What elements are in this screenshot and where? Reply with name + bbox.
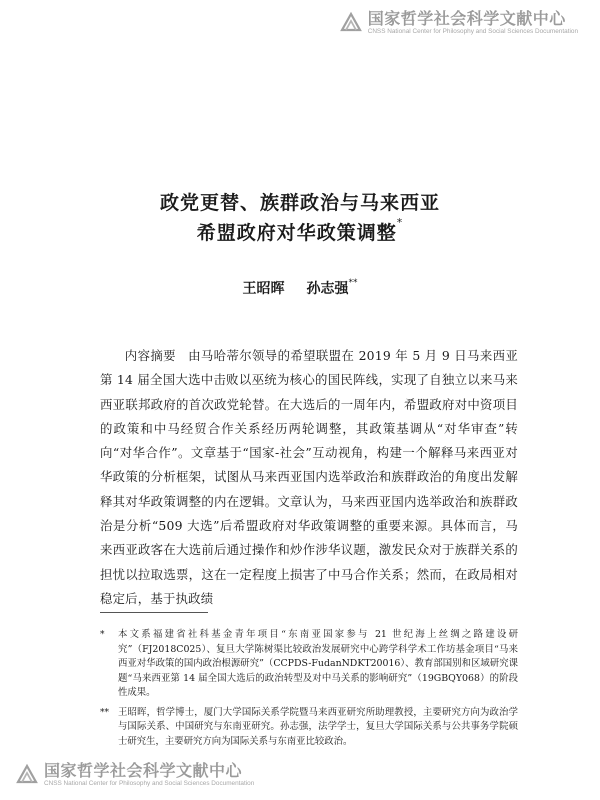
watermark-name-en: CNSS National Center for Philosophy and Social Sciences Documentation xyxy=(44,780,255,787)
title-footnote-mark: * xyxy=(396,216,404,229)
footnote-text: 王昭晖，哲学博士，厦门大学国际关系学院暨马来西亚研究所助理教授，主要研究方向为政治学与国际关系、中国研究与东南亚研究。孙志强，法学学士，复旦大学国际关系与公共事务学院硕士研究生，主要研究方向为国际关系与东南亚比较政治。 xyxy=(118,706,518,747)
author-name: 孙志强 xyxy=(306,281,349,297)
footnote-mark: ** xyxy=(100,707,109,718)
watermark-bottom xyxy=(14,762,254,788)
watermark-name-cn: 国家哲学社会科学文献中心 xyxy=(44,761,243,780)
watermark-top xyxy=(338,10,578,36)
author-name: 王昭晖 xyxy=(242,281,285,297)
footnote-text: 本文系福建省社科基金青年项目“东南亚国家参与 21 世纪海上丝绸之路建设研究”（FJ2018C025）、复旦大学陈树渠比较政治发展研究中心跨学科学术工作坊基金项目“马来西亚对华政策的国内政治根源研究”（CCPDS-FudanNDKT20016）、教育部国别和区域研究课题“马来西亚第 14 届全国大选后的政治转型及对中马关系的影响研究”（19GBQY068）的阶段性成果。 xyxy=(118,629,518,698)
abstract-label: 内容摘要 xyxy=(124,348,176,363)
paper-title-line2: 希盟政府对华政策调整* xyxy=(196,216,404,244)
paper-title-line1: 政党更替、族群政治与马来西亚 xyxy=(159,192,440,214)
footnote-mark: * xyxy=(100,630,105,640)
footnote xyxy=(100,628,518,701)
watermark-name-en: CNSS National Center for Philosophy and Social Sciences Documentation xyxy=(367,28,578,35)
ncpssd-logo-icon xyxy=(338,10,364,36)
abstract-text: 由马哈蒂尔领导的希望联盟在 2019 年 5 月 9 日马来西亚第 14 届全国大选中击败以巫统为核心的国民阵线，实现了自独立以来马来西亚联邦政府的首次政党轮替。在大选后的一周年内，希盟政府对中资项目的政策和中马经贸合作关系经历两轮调整，其政策基调从“对华审查”转向“对华合作”。文章基于“国家-社会”互动视角，构建一个解释马来西亚对华政策的分析框架，试图从马来西亚国内选举政治和族群政治的角度出发解释其对华政策调整的内在逻辑。文章认为，马来西亚国内选举政治和族群政治是分析“509 大选”后希盟政府对华政策调整的重要来源。具体而言，马来西亚政客在大选前后通过操作和炒作涉华议题，激发民众对于族群关系的担忧以拉取选票，这在一定程度上损害了中马合作关系；然而，在政局相对稳定后，基于执政绩 xyxy=(100,348,518,606)
watermark-name-cn: 国家哲学社会科学文献中心 xyxy=(367,9,566,28)
abstract-paragraph xyxy=(100,344,518,611)
footnote-divider xyxy=(100,612,208,613)
author-footnote-mark: ** xyxy=(348,278,358,288)
footnote xyxy=(100,706,518,750)
footnotes xyxy=(100,628,518,754)
ncpssd-logo-icon xyxy=(14,762,40,788)
author-line xyxy=(0,278,600,298)
